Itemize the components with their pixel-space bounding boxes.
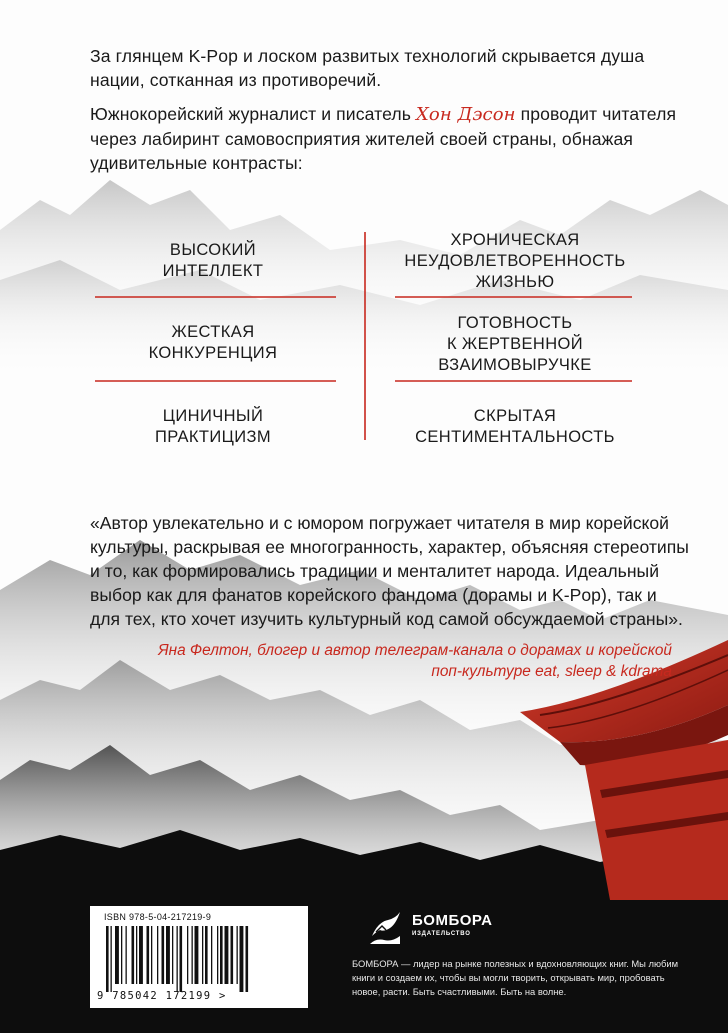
barcode-bar (162, 926, 165, 984)
barcode-bar (180, 926, 183, 992)
barcode-bar (166, 926, 170, 984)
barcode-bar (115, 926, 119, 984)
barcode-bar (202, 926, 203, 984)
barcode-bar (151, 926, 152, 984)
author-name: Хон Дэсон (416, 104, 516, 125)
quote-text: «Автор увлекательно и с юмором погружает читателя в мир корейской культуры, раскрывая ее многогранность, характер, объясняя стереотипы и то, как формировались традиции и менталитет народа. Идеальный выбор как для фанатов корейского фандома (дорамы и K-Pop), так и для тех, кто хочет изучить культурный код самой обсуждаемой страны». (90, 513, 689, 629)
barcode-bar (220, 926, 223, 984)
bombora-wave-icon (366, 908, 406, 948)
contrast-right-1: ХРОНИЧЕСКАЯ НЕУДОВЛЕТВОРЕННОСТЬ ЖИЗНЬЮ (404, 231, 626, 291)
contrast-left-3: ЦИНИЧНЫЙ ПРАКТИЦИЗМ (154, 407, 272, 446)
barcode-bar (240, 926, 244, 992)
intro-text-after: проводит читателя через лабиринт самовосприятия жителей своей страны, обнажая удивительные контрасты: (90, 104, 677, 173)
barcode-bar (126, 926, 127, 984)
barcode-bar (237, 926, 238, 984)
contrast-right-3: СКРЫТАЯ СЕНТИМЕНТАЛЬНОСТЬ (415, 407, 615, 446)
barcode-bar (246, 926, 249, 992)
barcode-bar (111, 926, 112, 992)
barcode-bar (187, 926, 188, 984)
contrast-left-2: ЖЕСТКАЯ КОНКУРЕНЦИЯ (148, 323, 278, 362)
intro-text-before: Южнокорейский журналист и писатель (90, 104, 416, 124)
barcode-bar (136, 926, 137, 984)
barcode-bar (106, 926, 109, 992)
intro-line: За глянцем K-Pop и лоском развитых технологий скрывается душа нации, сотканная из противоречий. (90, 46, 645, 90)
contrast-left-1: ВЫСОКИЙ ИНТЕЛЛЕКТ (162, 241, 264, 280)
barcode-bar (121, 926, 122, 984)
quote-attribution: Яна Фелтон, блогер и автор телеграм-канала о дорамах и корейской поп-культуре eat, sleep & kdrama (158, 642, 672, 680)
barcode-bar (157, 926, 158, 984)
barcode-digits: 9 785042 172199 > (97, 990, 227, 1002)
review-quote (90, 511, 690, 631)
barcode-bars (104, 926, 294, 992)
barcode-bar (211, 926, 212, 984)
barcode-bar (132, 926, 135, 984)
barcode-bar (231, 926, 234, 984)
isbn-text: ISBN 978-5-04-217219-9 (104, 912, 212, 922)
contrast-right-2: ГОТОВНОСТЬ К ЖЕРТВЕННОЙ ВЗАИМОВЫРУЧКЕ (438, 314, 592, 374)
publisher-description: БОМБОРА — лидер на рынке полезных и вдохновляющих книг. Мы любим книги и создаем их, чтобы вы могли творить, открывать мир, пробовать новое, расти. Быть счастливыми. Быть на волне. (352, 958, 679, 997)
publisher-name: БОМБОРА (412, 912, 493, 929)
barcode-bar (205, 926, 208, 984)
barcode-bar (147, 926, 150, 984)
barcode-bar (217, 926, 218, 984)
barcode-bar (139, 926, 143, 984)
barcode-bar (177, 926, 178, 992)
barcode-bar (172, 926, 173, 984)
barcode-bar (225, 926, 229, 984)
contrasts-grid (90, 226, 640, 450)
barcode-bar (192, 926, 193, 984)
publisher-subtitle: ИЗДАТЕЛЬСТВО (412, 931, 471, 937)
intro-paragraph (90, 102, 690, 175)
barcode-bar (195, 926, 199, 984)
intro-text (90, 44, 690, 185)
